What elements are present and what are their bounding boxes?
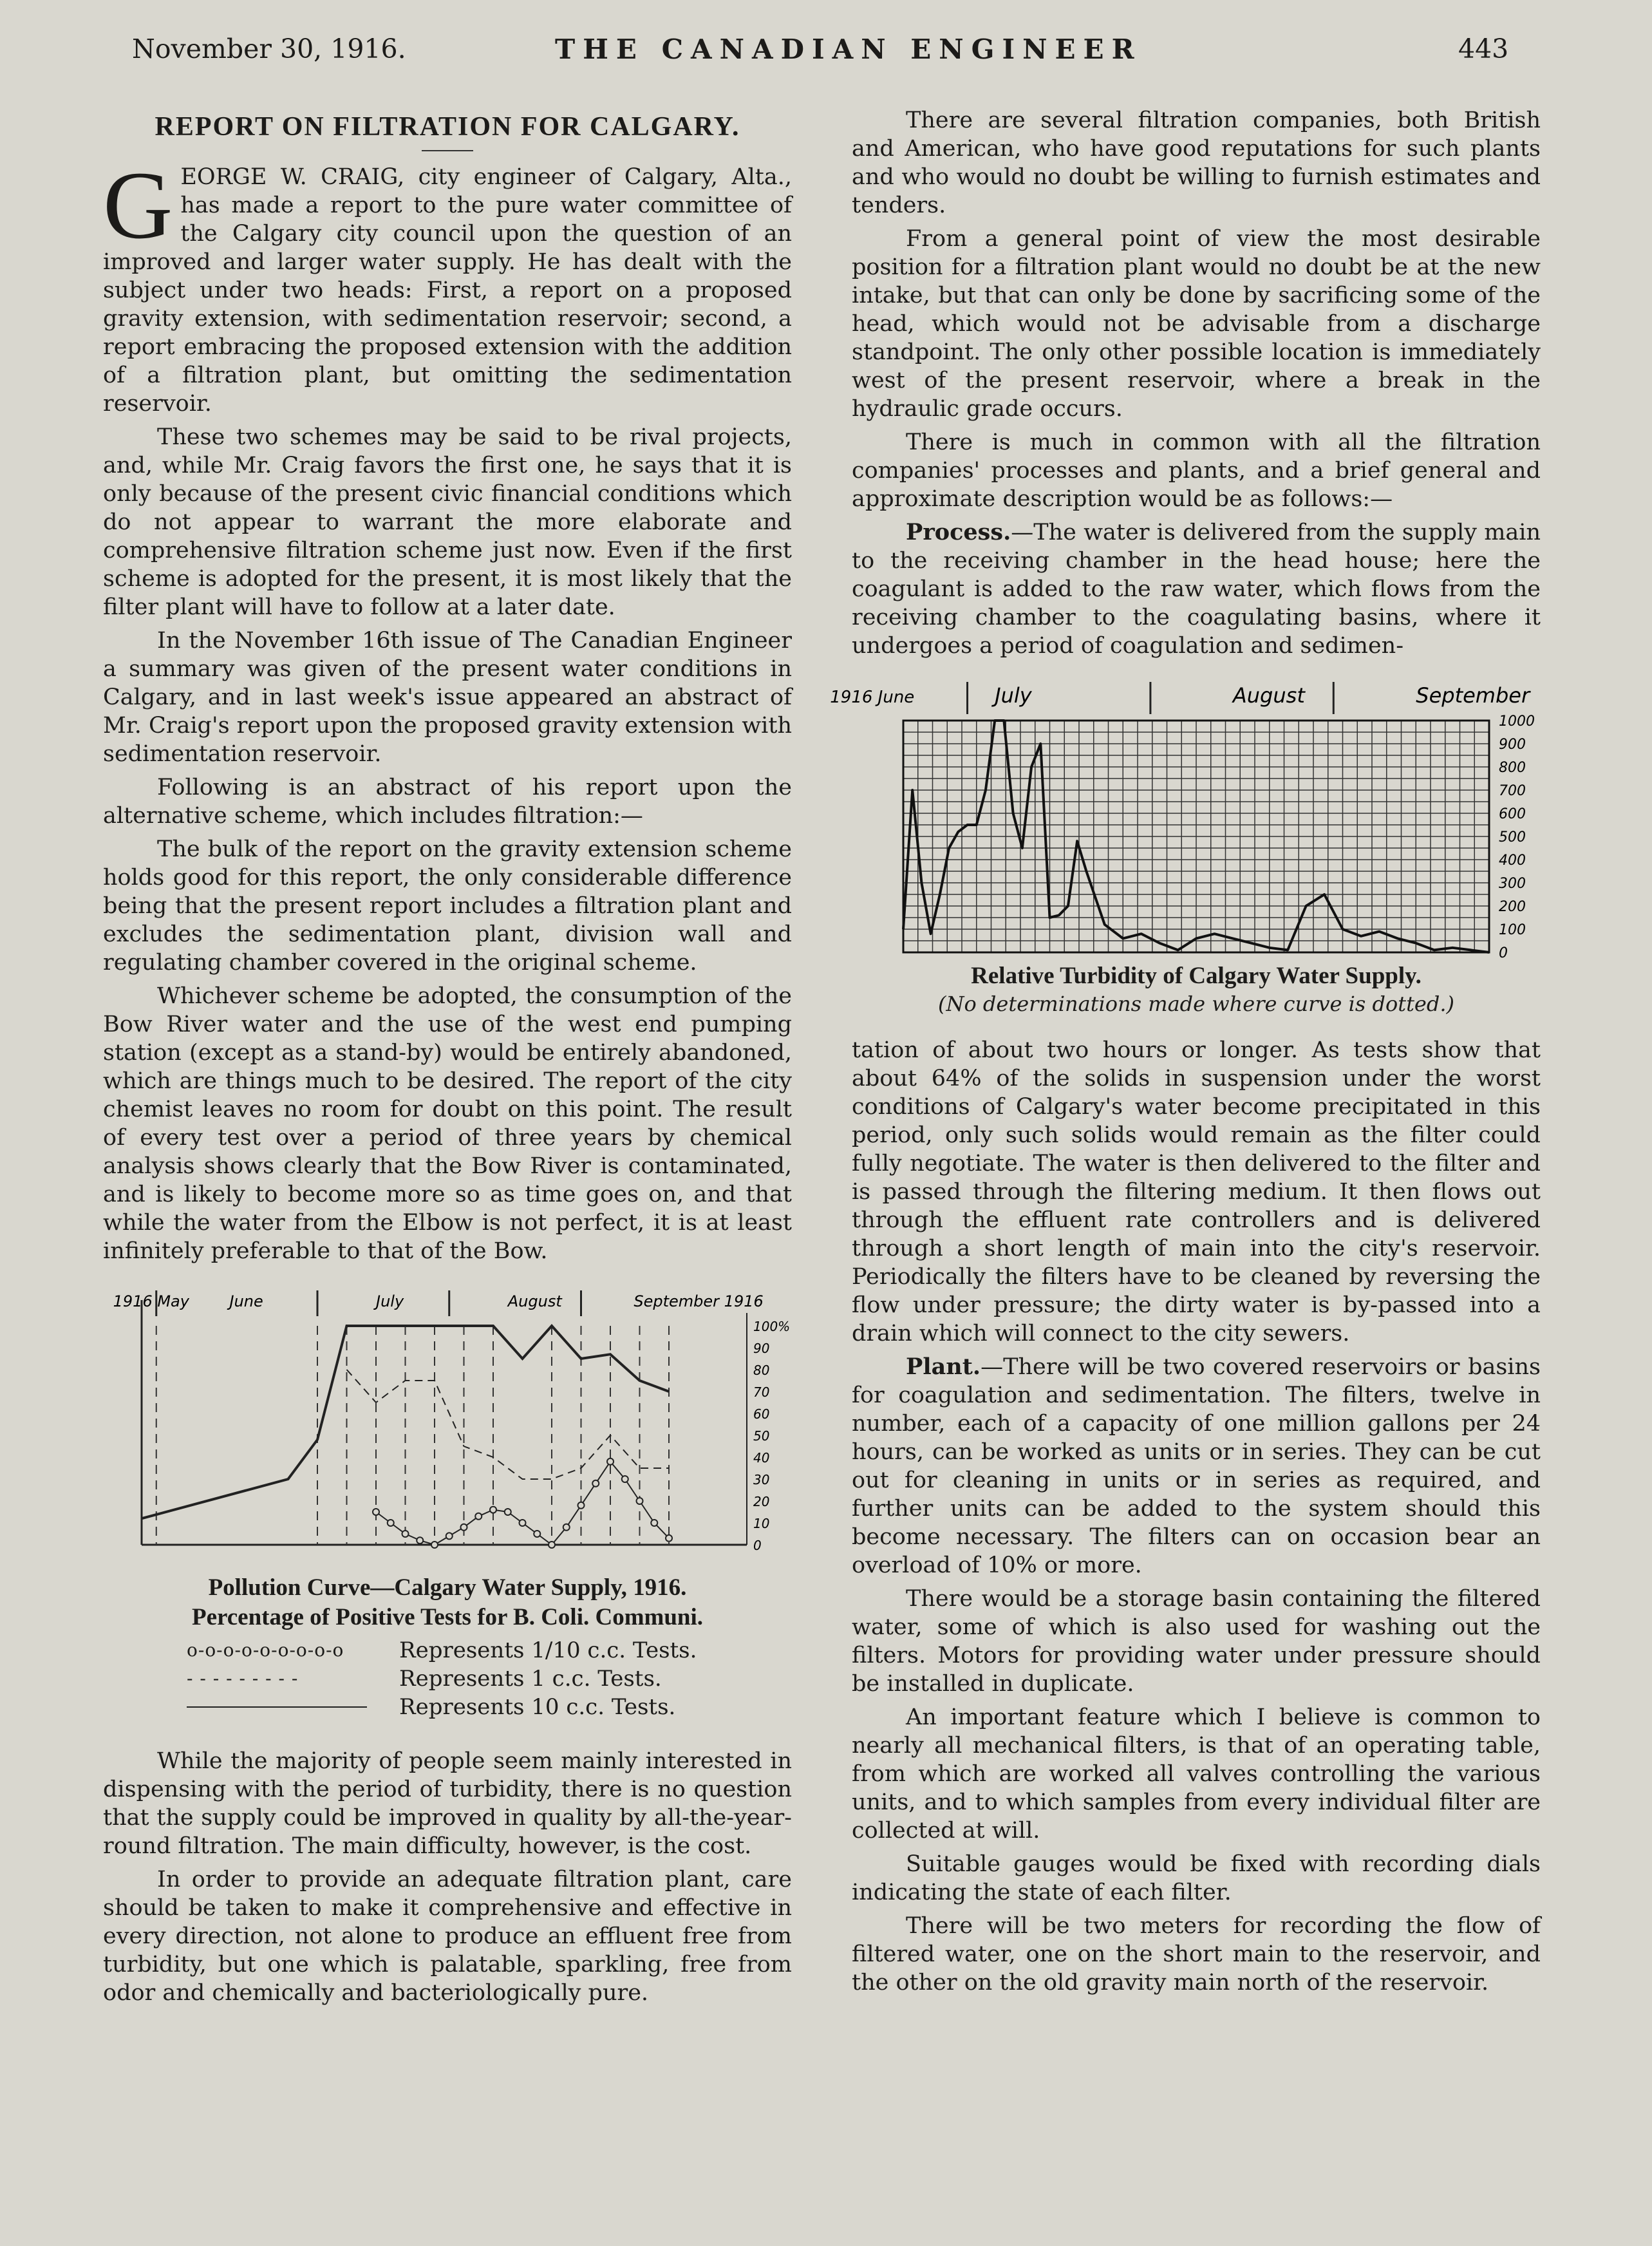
process-paragraph (852, 518, 1541, 660)
pollution-point (431, 1542, 438, 1548)
legend-symbol-1: o-o-o-o-o-o-o-o-o (187, 1639, 344, 1661)
article-title: REPORT ON FILTRATION FOR CALGARY. (155, 112, 740, 142)
pollution-y-tick: 30 (753, 1472, 770, 1487)
paragraph-1-text: EORGE W. CRAIG, city engineer of Calgary, Alta., has made a report to the pure water committee of the Calgary city council upon the question of an improved and larger water supply. He has dealt with the subject under two heads: First, a report on a proposed gravity extension, with sedimentation reservoir; second, a report embracing the proposed extension with the addition of a filtration plant, but omitting the sedimentation reservoir. (103, 164, 792, 417)
pollution-point (490, 1507, 496, 1513)
running-head-date: November 30, 1916. (132, 33, 406, 64)
pollution-series-line (376, 1462, 669, 1545)
pollution-point (402, 1531, 409, 1537)
pollution-point (651, 1520, 657, 1526)
turbidity-chart (830, 675, 1541, 961)
pollution-legend (187, 1636, 792, 1721)
turbidity-y-tick: 400 (1499, 853, 1526, 869)
pollution-y-tick: 20 (753, 1494, 770, 1509)
legend-label-3: Represents 10 c.c. Tests. (399, 1694, 676, 1720)
pollution-y-tick: 0 (753, 1538, 762, 1553)
turbidity-y-tick: 700 (1499, 783, 1526, 799)
turbidity-y-tick: 100 (1499, 922, 1526, 938)
paragraph-8: In order to provide an adequate filtration plant, care should be taken to make it comprehensive and effective in every direction, not alone to produce an effluent free from turbidity, but one which is palatable, sparkling, free from odor and chemically and bacteriologically pure. (103, 1867, 792, 2006)
pollution-point (592, 1480, 599, 1487)
pollution-point (417, 1537, 423, 1543)
pollution-point (520, 1520, 526, 1526)
turbidity-month-label: July (995, 683, 1032, 708)
turbidity-chart-svg (830, 675, 1541, 961)
pollution-caption-line2: Percentage of Positive Tests for B. Coli. Communi. (191, 1604, 704, 1630)
pollution-y-tick: 10 (753, 1516, 770, 1531)
plant-heading: Plant. (906, 1354, 981, 1380)
pollution-point (446, 1533, 453, 1539)
right-paragraph-1: There are several filtration companies, both British and American, who have good reputations for such plants and who would no doubt be willing to furnish estimates and tenders. (852, 108, 1541, 218)
pollution-month-label: July (376, 1292, 404, 1310)
right-paragraph-4: There would be a storage basin containing the filtered water, some of which is also used for washing out the filters. Motors for providing water under pressure should be installed in duplicate. (852, 1586, 1541, 1697)
turbidity-y-tick: 600 (1499, 806, 1526, 822)
process-heading: Process. (906, 519, 1011, 545)
legend-row-1 (187, 1636, 792, 1665)
pollution-y-tick: 40 (753, 1450, 770, 1466)
pollution-y-tick: 80 (753, 1363, 770, 1378)
pollution-y-tick: 100% (753, 1319, 791, 1334)
paragraph-6: Whichever scheme be adopted, the consumption of the Bow River water and the use of the west end pumping station (except as a stand-by) would be entirely abandoned, which are things much to be desired. The report of the city chemist leaves no room for doubt on this point. The result of every test over a period of three years by chemical analysis shows clearly that the Bow River is contaminated, and is likely to become more so as time goes on, and that while the water from the Elbow is not perfect, it is at least infinitely preferable to that of the Bow. (103, 983, 792, 1264)
pollution-point (607, 1458, 614, 1465)
legend-label-1: Represents 1/10 c.c. Tests. (399, 1637, 697, 1663)
turbidity-month-label: August (1232, 683, 1305, 708)
right-column (830, 106, 1541, 2002)
pollution-point (622, 1476, 628, 1482)
pollution-point (563, 1524, 570, 1531)
pollution-point (549, 1542, 555, 1548)
turbidity-y-tick: 800 (1499, 760, 1526, 776)
turbidity-y-tick: 300 (1499, 876, 1526, 892)
pollution-point (505, 1509, 511, 1515)
turbidity-y-tick: 0 (1499, 945, 1508, 961)
turbidity-caption-line1: Relative Turbidity of Calgary Water Supply. (971, 963, 1422, 989)
right-paragraph-5: An important feature which I believe is common to nearly all mechanical filters, is that of an operating table, from which are worked all valves controlling the various units, and to which samples from every individual filter are collected at will. (852, 1704, 1541, 1844)
pollution-month-label: 1916 May (113, 1292, 189, 1310)
turbidity-y-tick: 900 (1499, 737, 1526, 753)
pollution-chart (103, 1281, 792, 1573)
legend-row-3 (187, 1693, 792, 1721)
running-head-journal: THE CANADIAN ENGINEER (555, 33, 1142, 65)
right-paragraph-6: Suitable gauges would be fixed with recording dials indicating the state of each filter. (852, 1851, 1541, 1905)
pollution-point (388, 1520, 394, 1526)
pollution-caption-line1: Pollution Curve—Calgary Water Supply, 1916. (208, 1574, 687, 1601)
pollution-point (578, 1502, 585, 1509)
plant-paragraph (852, 1353, 1541, 1580)
running-head-page-number: 443 (1458, 33, 1509, 64)
right-paragraph-7: There will be two meters for recording the flow of filtered water, one on the short main to the reservoir, and the other on the old gravity main north of the reservoir. (852, 1913, 1541, 1996)
left-column (103, 106, 792, 2012)
paragraph-1 (103, 152, 792, 418)
turbidity-caption-line2: (No determinations made where curve is dotted.) (937, 992, 1454, 1016)
process-text: —The water is delivered from the supply main to the receiving chamber in the head house; here the coagulant is added to the raw water, which flows from the receiving chamber to the coagulating basins, where it undergoes a period of coagulation and sedimen- (852, 520, 1541, 659)
turbidity-month-label: 1916 June (830, 688, 915, 707)
pollution-month-label: August (507, 1292, 562, 1310)
pollution-y-tick: 70 (753, 1384, 770, 1400)
pollution-chart-svg (103, 1281, 792, 1571)
turbidity-y-tick: 1000 (1499, 713, 1535, 730)
turbidity-y-tick: 500 (1499, 829, 1526, 845)
pollution-point (373, 1509, 379, 1515)
pollution-month-label: June (229, 1292, 263, 1310)
drop-cap: G (103, 152, 173, 259)
paragraph-7: While the majority of people seem mainly interested in dispensing with the period of turbidity, there is no question that the supply could be improved in quality by all-the-year-round filtration. The main difficulty, however, is the cost. (103, 1748, 792, 1859)
legend-label-2: Represents 1 c.c. Tests. (399, 1666, 662, 1692)
pollution-point (534, 1531, 540, 1537)
paragraph-4: Following is an abstract of his report upon the alternative scheme, which includes filtration:— (103, 775, 792, 829)
pollution-point (666, 1535, 672, 1542)
pollution-point (637, 1498, 643, 1504)
paragraph-3: In the November 16th issue of The Canadian Engineer a summary was given of the present water conditions in Calgary, and in last week's issue appeared an abstract of Mr. Craig's report upon the proposed gravity extension with sedimentation reservoir. (103, 628, 792, 767)
title-rule (422, 150, 473, 151)
right-paragraph-3: There is much in common with all the filtration companies' processes and plants, and a brief general and approximate description would be as follows:— (852, 429, 1541, 512)
pollution-point (461, 1524, 467, 1531)
legend-symbol-2: - - - - - - - - - (187, 1668, 299, 1689)
plant-text: —There will be two covered reservoirs or basins for coagulation and sedimentation. The filters, twelve in number, each of a capacity of one million gallons per 24 hours, can be worked as units or in series. They can be cut out for cleaning in units or in series as required, and further units can be added to the system should this become necessary. The filters can on occasion bear an overload of 10% or more. (852, 1354, 1541, 1578)
pollution-series-line (347, 1370, 670, 1479)
right-paragraph-2: From a general point of view the most desirable position for a filtration plant would no doubt be at the new intake, but that can only be done by sacrificing some of the head, which would not be advisable from a discharge standpoint. The only other possible location is immediately west of the present reservoir, where a break in the hydraulic grade occurs. (852, 226, 1541, 422)
pollution-point (475, 1513, 482, 1520)
pollution-y-tick: 60 (753, 1406, 770, 1422)
legend-symbol-3 (187, 1704, 380, 1710)
legend-row-2 (187, 1665, 792, 1693)
turbidity-month-label: September (1416, 683, 1530, 708)
paragraph-5: The bulk of the report on the gravity extension scheme holds good for this report, the only considerable difference being that the present report includes a filtration plant and excludes the sedimentation plant, division wall and regulating chamber covered in the original scheme. (103, 836, 792, 976)
pollution-y-tick: 90 (753, 1341, 770, 1356)
paragraph-2: These two schemes may be said to be rival projects, and, while Mr. Craig favors the first one, he says that it is only because of the present civic financial conditions which do not appear to warrant the more elaborate and comprehensive filtration scheme just now. Even if the first scheme is adopted for the present, it is most likely that the filter plant will have to follow at a later date. (103, 424, 792, 620)
pollution-y-tick: 50 (753, 1428, 770, 1444)
turbidity-y-tick: 200 (1499, 899, 1526, 915)
pollution-month-label: September 1916 (634, 1292, 764, 1310)
process-continued: tation of about two hours or longer. As tests show that about 64% of the solids in suspension under the worst conditions of Calgary's water become precipitated in this period, only such solids would remain as the filter could fully negotiate. The water is then delivered to the filter and is passed through the filtering medium. It then flows out through the effluent rate controllers and is delivered through a short length of main into the city's reservoir. Periodically the filters have to be cleaned by reversing the flow under pressure; the dirty water is by-passed into a drain which will connect to the city sewers. (852, 1037, 1541, 1346)
